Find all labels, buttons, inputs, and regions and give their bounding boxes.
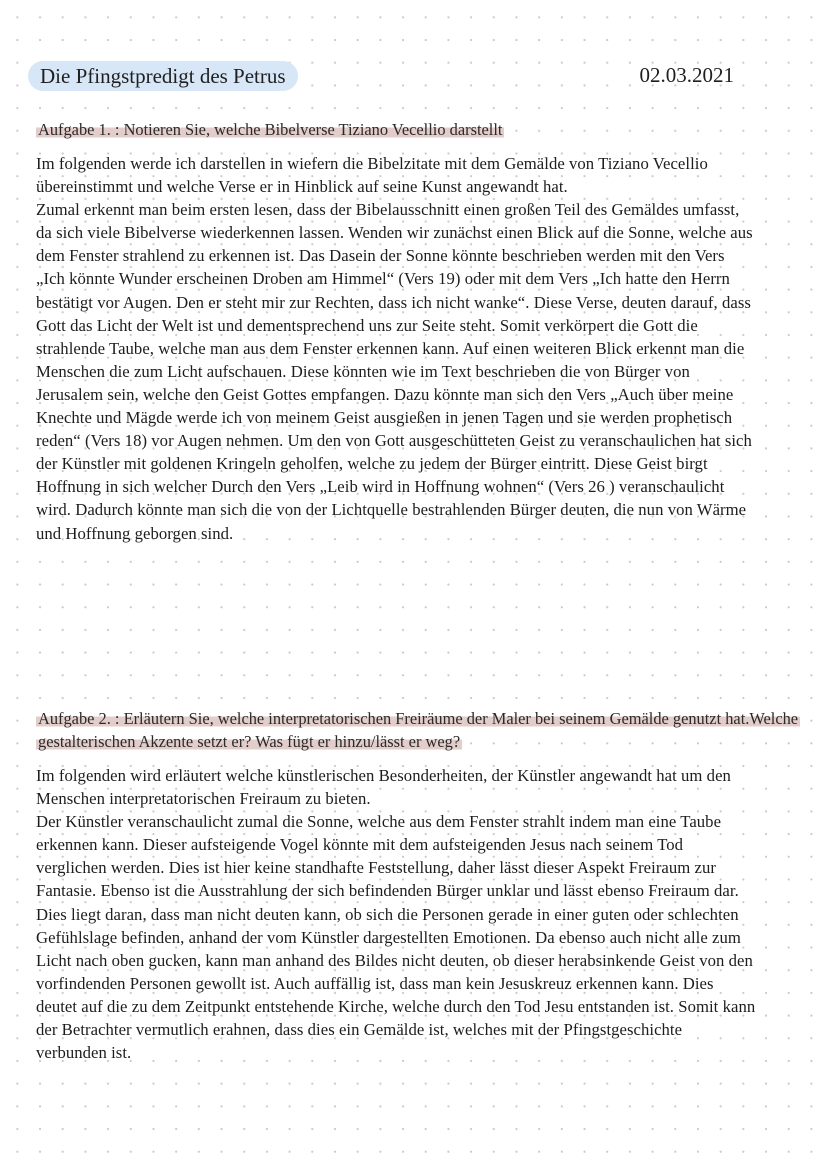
title-highlight	[28, 61, 298, 91]
task-2-heading-text: Aufgabe 2. : Erläutern Sie, welche interpretatorischen Freiräume der Maler bei seinem Gemälde genutzt hat.Welche gestalterischen Akzente setzt er? Was fügt er hinzu/lässt er weg?	[38, 709, 799, 751]
page-title: Die Pfingstpredigt des Petrus	[40, 63, 286, 88]
task-2-paragraph-intro: Im folgenden wird erläutert welche künstlerischen Besonderheiten, der Künstler angewandt hat um den Menschen interpretatorischen Freiraum zu bieten.	[36, 766, 731, 809]
task-1-heading	[36, 118, 806, 141]
task-2-answer	[36, 764, 756, 1064]
task-1-paragraph-intro: Im folgenden werde ich darstellen in wiefern die Bibelzitate mit dem Gemälde von Tiziano Vecellio übereinstimmt und welche Verse er in Hinblick auf seine Kunst angewandt hat.	[36, 154, 708, 197]
task-1-answer	[36, 152, 756, 545]
task-2-heading	[36, 707, 806, 753]
task-1-paragraph-body: Zumal erkennt man beim ersten lesen, dass der Bibelausschnitt einen großen Teil des Gemäldes umfasst, da sich viele Bibelverse wiederkennen lassen. Wenden wir zunächst einen Blick auf die Sonne, welche aus dem Fenster strahlend zu erkennen ist. Das Dasein der Sonne könnte beschrieben werden mit den Vers „Ich könnte Wunder erscheinen Droben am Himmel“ (Vers 19) oder mit dem Vers „Ich hatte den Herrn bestätigt vor Augen. Den er steht mir zur Rechten, dass ich nicht wanke“. Diese Verse, deuten darauf, dass Gott das Licht der Welt ist und dementsprechend uns zur Seite steht. Somit verkörpert die Gott die strahlende Taube, welche man aus dem Fenster erkennen kann. Auf einen weiteren Blick erkennt man die Menschen die zum Licht aufschauen. Diese könnten wie im Text beschrieben die von Bürger von Jerusalem sein, welche den Geist Gottes empfangen. Dazu könnte man sich den Vers „Auch über meine Knechte und Mägde werde ich von meinem Geist ausgießen in jenen Tagen und sie werden prophetisch reden“ (Vers 18) vor Augen nehmen. Um den von Gott ausgeschütteten Geist zu veranschaulichen hat sich der Künstler mit goldenen Kringeln geholfen, welche zu jedem der Bürger eintritt. Diese Geist birgt Hoffnung in sich welcher Durch den Vers „Leib wird in Hoffnung wohnen“ (Vers 26 ) veranschaulicht wird. Dadurch könnte man sich die von der Lichtquelle bestrahlenden Bürger deuten, die nun von Wärme und Hoffnung geborgen sind.	[36, 200, 753, 543]
date-label: 02.03.2021	[639, 63, 734, 87]
task-2-paragraph-body: Der Künstler veranschaulicht zumal die Sonne, welche aus dem Fenster strahlt indem man eine Taube erkennen kann. Dieser aufsteigende Vogel könnte mit dem aufsteigenden Jesus nach seinem Tod verglichen werden. Dies ist hier keine standhafte Feststellung, daher lässt dieser Aspekt Freiraum zur Fantasie. Ebenso ist die Ausstrahlung der sich befindenden Bürger unklar und lässt ebenso Freiraum dar. Dies liegt daran, dass man nicht deuten kann, ob sich die Personen gerade in einer guten oder schlechten Gefühlslage befinden, anhand der vom Künstler dargestellten Emotionen. Da ebenso auch nicht alle zum Licht nach oben gucken, kann man anhand des Bildes nicht deuten, ob dieser herabsinkende Geist von den vorfindenden Personen gewollt ist. Auch auffällig ist, dass man kein Jesuskreuz erkennen kann. Dies deutet auf die zu dem Zeitpunkt entstehende Kirche, welche durch den Tod Jesu entstanden ist. Somit kann der Betrachter vermutlich erahnen, dass dies ein Gemälde ist, welches mit der Pfingstgeschichte verbunden ist.	[36, 812, 756, 1063]
task-1-heading-text: Aufgabe 1. : Notieren Sie, welche Bibelverse Tiziano Vecellio darstellt	[38, 120, 503, 139]
